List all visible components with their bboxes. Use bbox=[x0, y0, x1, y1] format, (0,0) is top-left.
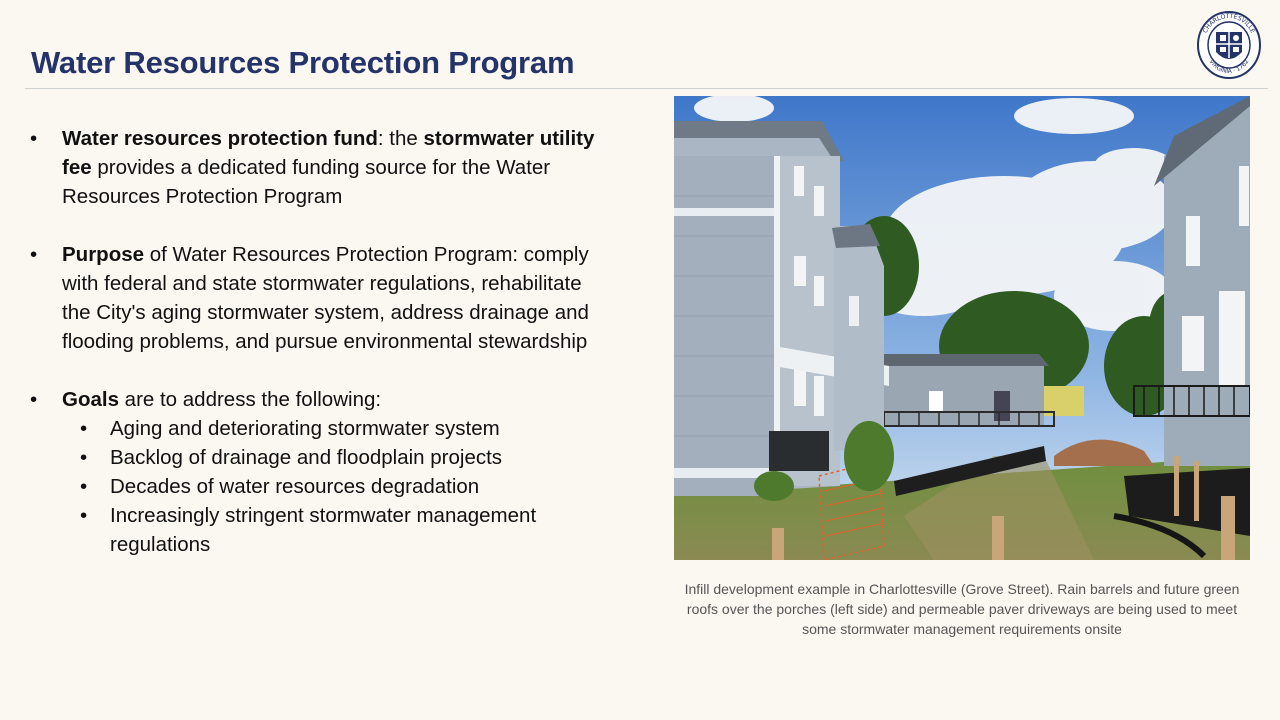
goal-item-text: Aging and deteriorating stormwater system bbox=[110, 417, 500, 440]
bullet-funding-bold-term: stormwater utility fee bbox=[62, 127, 595, 179]
goal-item-text: Decades of water resources degradation bbox=[110, 475, 480, 498]
bullet-funding-text-b: provides a dedicated funding source for the Water Resources Protection Program bbox=[62, 156, 551, 208]
photo-caption: Infill development example in Charlottesville (Grove Street). Rain barrels and future green roofs over the porches (left side) and permeable paver driveways are being used to meet some stormwater management requirements onsite bbox=[684, 581, 1240, 637]
seal-bottom-text: VIRGINIA · 1762 bbox=[1207, 58, 1251, 76]
goal-item-text: Increasingly stringent stormwater management regulations bbox=[110, 504, 537, 556]
sub-bullet-dot: • bbox=[80, 504, 88, 527]
bullet-goals bbox=[30, 385, 600, 559]
sub-bullet-dot: • bbox=[80, 475, 88, 498]
bullet-list bbox=[30, 124, 600, 559]
bullet-purpose-heading: Purpose bbox=[62, 243, 145, 266]
bullet-dot: • bbox=[30, 388, 38, 411]
goal-item-text: Backlog of drainage and floodplain projects bbox=[110, 446, 503, 469]
bullet-dot: • bbox=[30, 127, 38, 150]
bullet-funding bbox=[30, 124, 600, 211]
sub-bullet-dot: • bbox=[80, 446, 88, 469]
bullet-purpose bbox=[30, 240, 600, 356]
goal-item bbox=[62, 472, 600, 501]
bullet-funding-heading: Water resources protection fund bbox=[62, 127, 378, 150]
goal-item bbox=[62, 501, 600, 559]
bullet-goals-text: are to address the following: bbox=[118, 388, 382, 411]
grove-street-photo bbox=[674, 96, 1250, 560]
bullet-purpose-text: of Water Resources Protection Program: comply with federal and state stormwater regulations, rehabilitate the City's aging stormwater system, address drainage and flooding problems, and pursue environmental stewardship bbox=[62, 243, 589, 353]
goals-sublist bbox=[62, 414, 600, 559]
goal-item bbox=[62, 414, 600, 443]
sub-bullet-dot: • bbox=[80, 417, 88, 440]
city-seal-logo bbox=[1196, 10, 1262, 80]
bullet-goals-heading: Goals bbox=[62, 388, 119, 411]
seal-top-text: CHARLOTTESVILLE bbox=[1201, 12, 1257, 35]
bullet-funding-text-a: : the bbox=[377, 127, 424, 150]
bullet-dot: • bbox=[30, 243, 38, 266]
page-title: Water Resources Protection Program bbox=[31, 45, 575, 80]
goal-item bbox=[62, 443, 600, 472]
title-divider bbox=[25, 88, 1268, 89]
